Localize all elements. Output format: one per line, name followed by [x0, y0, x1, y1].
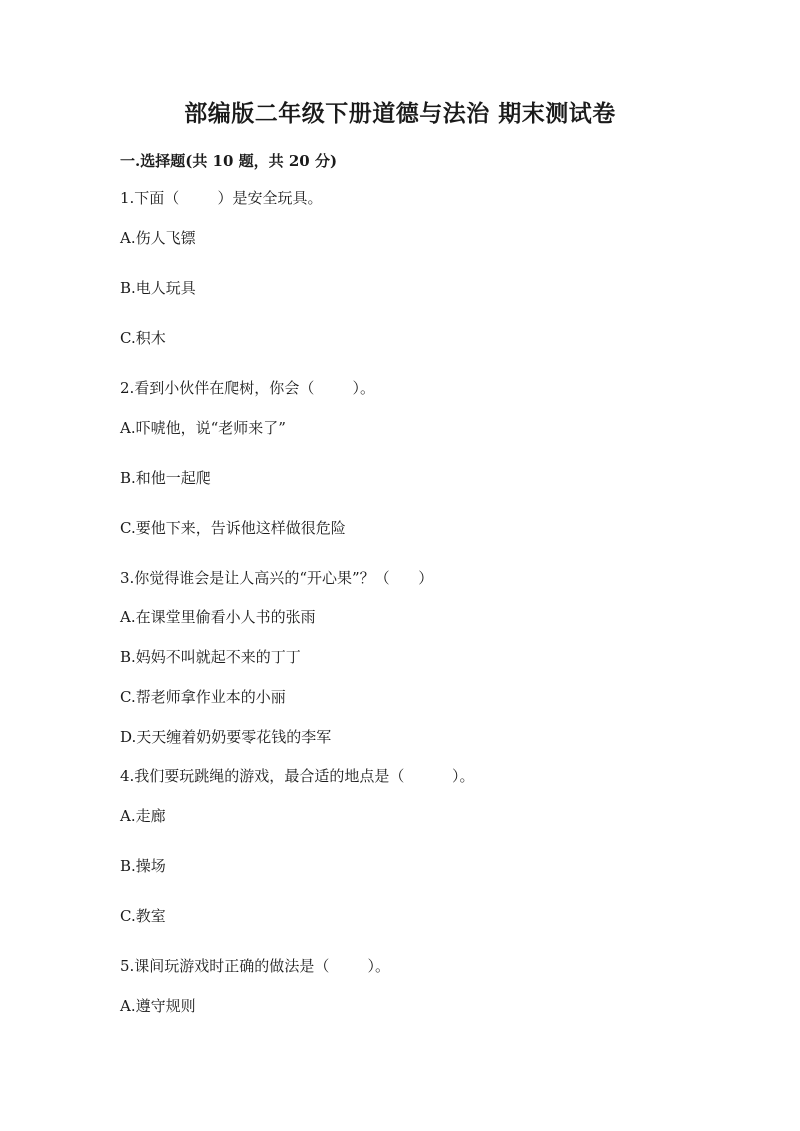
question-2-option-a: A.吓唬他，说“老师来了”	[120, 419, 286, 437]
question-1-option-a: A.伤人飞镖	[120, 229, 196, 247]
question-1-option-b: B.电人玩具	[120, 279, 196, 297]
question-2-stem: 2.看到小伙伴在爬树，你会（ ）。	[120, 379, 375, 397]
question-4-option-b: B.操场	[120, 857, 166, 875]
question-3-option-d: D.天天缠着奶奶要零花钱的李军	[120, 728, 332, 746]
question-1-option-c: C.积木	[120, 329, 166, 347]
question-3-option-c: C.帮老师拿作业本的小丽	[120, 688, 286, 706]
question-5-option-a: A.遵守规则	[120, 997, 196, 1015]
question-4-option-c: C.教室	[120, 907, 166, 925]
exam-title: 部编版二年级下册道德与法治 期末测试卷	[184, 100, 616, 127]
question-2-option-c: C.要他下来，告诉他这样做很危险	[120, 519, 346, 537]
question-1-stem: 1.下面（ ）是安全玩具。	[120, 189, 323, 207]
question-3-option-a: A.在课堂里偷看小人书的张雨	[120, 608, 316, 626]
question-5-stem: 5.课间玩游戏时正确的做法是（ ）。	[120, 957, 390, 975]
question-4-stem: 4.我们要玩跳绳的游戏，最合适的地点是（ ）。	[120, 767, 475, 785]
section-heading: 一.选择题(共 10 题，共 20 分)	[120, 152, 338, 170]
question-4-option-a: A.走廊	[120, 807, 166, 825]
question-3-option-b: B.妈妈不叫就起不来的丁丁	[120, 648, 301, 666]
question-2-option-b: B.和他一起爬	[120, 469, 211, 487]
question-3-stem: 3.你觉得谁会是让人高兴的“开心果”？（ ）	[120, 569, 434, 587]
